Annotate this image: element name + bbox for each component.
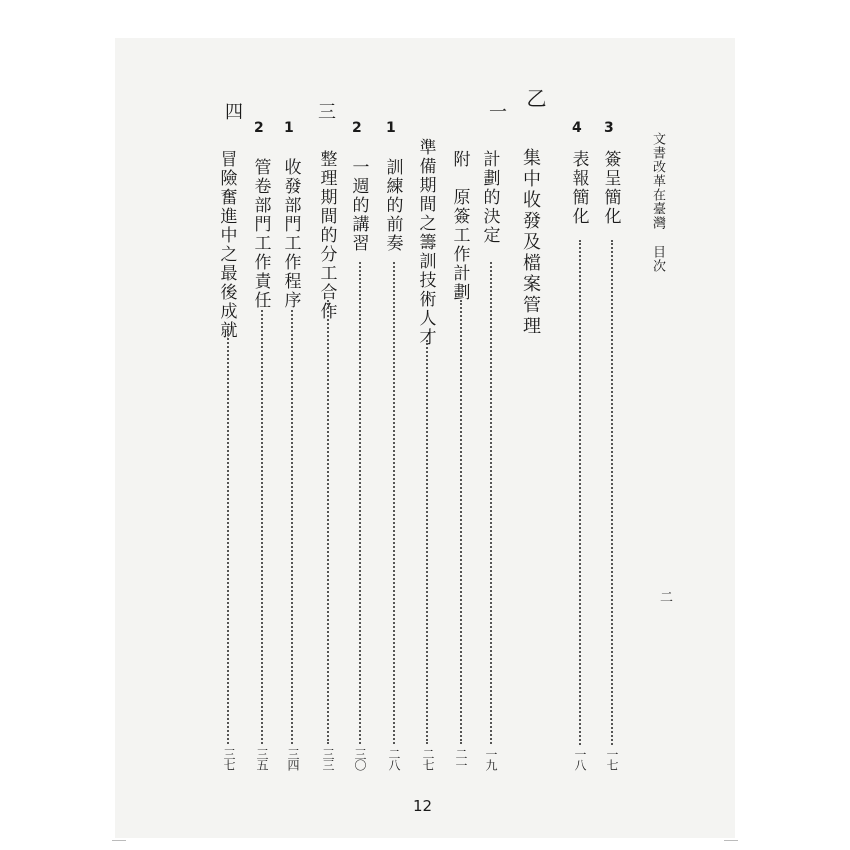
leader-dots xyxy=(359,262,361,744)
crop-mark-right xyxy=(724,840,738,841)
entry-title-col xyxy=(278,158,302,310)
crop-mark-left xyxy=(112,840,126,841)
entry-title: 收發部門工作程序 xyxy=(280,158,301,310)
entry-number: 1 xyxy=(284,120,294,136)
leader-dots xyxy=(291,310,293,744)
leader-dots xyxy=(261,310,263,744)
leader-dots xyxy=(460,300,462,744)
page-ref: 二一 xyxy=(454,748,468,770)
entry-title: 冒險奮進中之最後成就 xyxy=(216,150,237,340)
section-number: 三 xyxy=(315,102,336,120)
page-ref: 一七 xyxy=(605,748,619,770)
part-title-col xyxy=(518,148,542,337)
entry-number: 2 xyxy=(352,120,362,136)
page-number: 12 xyxy=(413,797,433,815)
entry-title-col xyxy=(380,158,404,253)
leader-dots xyxy=(426,340,428,744)
entry-title: 整理期間的分工合作 xyxy=(316,150,337,321)
leader-dots xyxy=(227,330,229,744)
entry-title: 準備期間之籌訓技術人才 xyxy=(415,138,436,347)
entry-title: 一週的講習 xyxy=(348,158,369,253)
page-ref: 三七 xyxy=(222,748,236,770)
entry-title: 計劃的決定 xyxy=(479,150,500,245)
part-title: 集中收發及檔案管理 xyxy=(520,148,541,337)
page-ref: 二七 xyxy=(421,748,435,770)
entry-title: 簽呈簡化 xyxy=(600,150,621,226)
entry-title-col xyxy=(346,158,370,253)
leader-dots xyxy=(611,240,613,745)
entry-title-col xyxy=(248,158,272,310)
entry-title-col xyxy=(477,150,501,245)
entry-title: 附 原簽工作計劃 xyxy=(449,150,470,302)
page-ref: 二八 xyxy=(387,748,401,770)
section-number: 四 xyxy=(222,102,243,120)
page-ref: 一九 xyxy=(484,748,498,770)
entry-number: 4 xyxy=(572,120,582,136)
entry-title-col xyxy=(447,150,471,302)
entry-number: 2 xyxy=(254,120,264,136)
entry-number: 1 xyxy=(386,120,396,136)
leader-dots xyxy=(393,262,395,744)
entry-title-col xyxy=(214,150,238,340)
leader-dots xyxy=(490,262,492,744)
entry-title-col xyxy=(413,138,437,347)
leader-dots xyxy=(327,300,329,744)
running-title: 文書改革在臺灣 xyxy=(650,132,665,230)
section-number: 一 xyxy=(486,102,507,120)
entry-title: 管卷部門工作責任 xyxy=(250,158,271,310)
entry-title: 表報簡化 xyxy=(568,150,589,226)
entry-title-col xyxy=(314,150,338,321)
page-ref: 三三 xyxy=(321,748,335,770)
leader-dots xyxy=(579,240,581,745)
side-page-number: 二 xyxy=(657,590,672,604)
entry-number: 3 xyxy=(604,120,614,136)
entry-title-col xyxy=(566,150,590,226)
entry-title: 訓練的前奏 xyxy=(382,158,403,253)
entry-title-col xyxy=(598,150,622,226)
page-ref: 一八 xyxy=(573,748,587,770)
part-label: 乙 xyxy=(523,88,547,108)
page-ref: 三五 xyxy=(255,748,269,770)
page-ref: 三〇 xyxy=(353,748,367,770)
page-ref: 三四 xyxy=(286,748,300,770)
running-section: 目次 xyxy=(650,245,665,273)
